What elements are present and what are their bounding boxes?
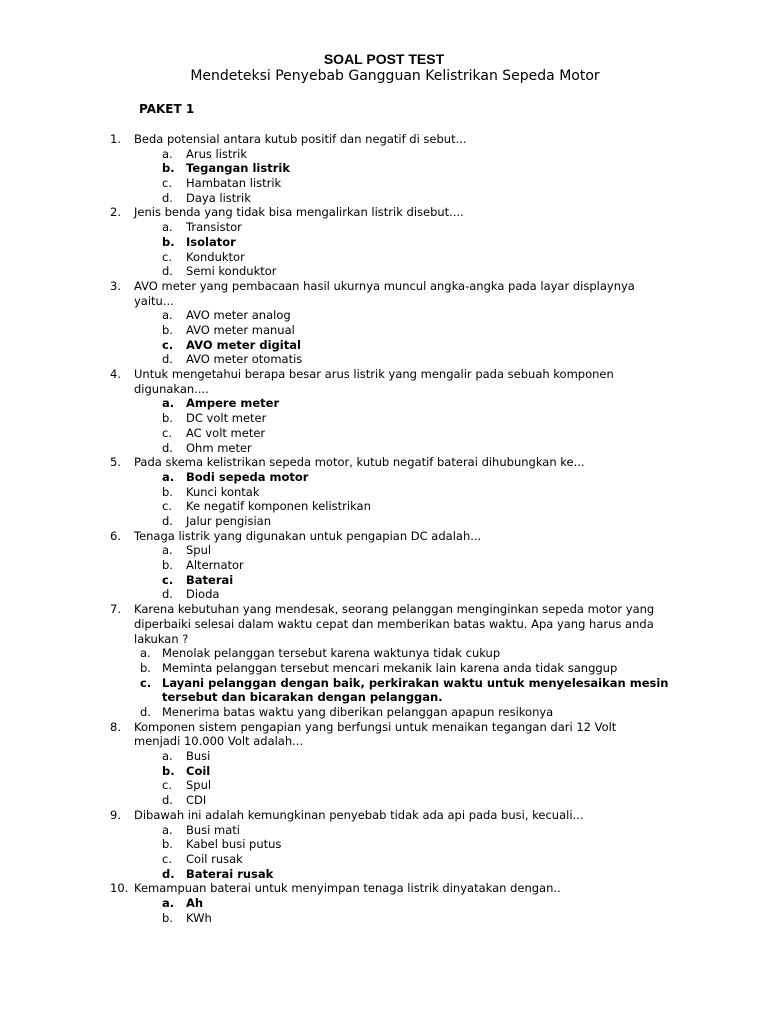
option-text: AVO meter manual <box>186 323 295 337</box>
answer-option <box>0 176 768 191</box>
question-item <box>0 367 768 455</box>
paket-label: PAKET 1 <box>139 102 195 116</box>
question-number: 6. <box>110 528 121 543</box>
option-letter: a. <box>140 646 151 661</box>
answer-option <box>0 396 768 411</box>
option-letter: d. <box>162 587 173 602</box>
option-text: Kabel busi putus <box>186 837 282 852</box>
answer-option <box>0 778 768 793</box>
question-list <box>0 132 768 925</box>
answer-option <box>0 470 768 485</box>
option-letter: c. <box>162 176 172 191</box>
question-item <box>0 279 768 367</box>
answer-option <box>0 705 768 720</box>
answer-option <box>0 852 768 867</box>
option-text: Spul <box>186 543 212 558</box>
answer-option <box>0 147 768 162</box>
answer-option <box>0 308 768 323</box>
question-item <box>0 881 768 925</box>
option-text: Tegangan listrik <box>186 161 290 176</box>
question-text: Kemampuan baterai untuk menyimpan tenaga listrik dinyatakan dengan.. <box>134 881 561 896</box>
option-letter: a. <box>162 896 175 911</box>
answer-option <box>0 543 768 558</box>
option-letter: c. <box>162 337 174 352</box>
answer-option <box>0 264 768 279</box>
option-text: Hambatan listrik <box>186 176 282 191</box>
option-text: Spul <box>186 778 212 793</box>
option-letter: a. <box>162 543 173 558</box>
answer-option <box>0 793 768 808</box>
option-text: Alternator <box>186 558 244 573</box>
option-text: Daya listrik <box>186 190 251 205</box>
option-letter: b. <box>162 323 173 337</box>
option-text: Transistor <box>186 220 242 235</box>
answer-option <box>0 352 768 367</box>
option-text: Semi konduktor <box>186 264 277 279</box>
question-item <box>0 720 768 808</box>
option-letter: c. <box>162 425 172 440</box>
option-text: Jalur pengisian <box>186 513 271 528</box>
option-letter: d. <box>162 352 173 367</box>
answer-option <box>0 338 768 353</box>
option-text: Kunci kontak <box>186 484 260 499</box>
answer-option <box>0 749 768 764</box>
answer-option <box>0 867 768 882</box>
option-text: Layani pelanggan dengan baik, perkirakan waktu untuk menyelesaikan mesin tersebut dan bicarakan dengan pelanggan. <box>162 675 669 705</box>
option-text: Dioda <box>186 587 220 602</box>
question-number: 4. <box>110 367 121 382</box>
option-text: Isolator <box>186 234 236 249</box>
option-text: Busi <box>186 749 211 764</box>
question-number: 10. <box>110 881 129 896</box>
option-text: Ohm meter <box>186 440 252 455</box>
answer-option <box>0 499 768 514</box>
question-number: 3. <box>110 278 121 293</box>
question-text: Jenis benda yang tidak bisa mengalirkan listrik disebut.... <box>134 205 464 220</box>
option-text: AVO meter digital <box>186 337 301 352</box>
option-letter: d. <box>162 793 173 808</box>
answer-option <box>0 823 768 838</box>
option-text: Menerima batas waktu yang diberikan pelanggan apapun resikonya <box>162 705 554 720</box>
option-letter: b. <box>162 558 173 573</box>
option-text: Ampere meter <box>186 396 280 411</box>
answer-option <box>0 837 768 852</box>
option-text: AVO meter analog <box>186 308 291 323</box>
option-text: Ah <box>186 896 204 911</box>
option-letter: c. <box>140 675 152 690</box>
option-letter: c. <box>162 499 172 514</box>
answer-option <box>0 220 768 235</box>
option-letter: b. <box>140 660 151 675</box>
answer-option <box>0 191 768 206</box>
question-item <box>0 132 768 205</box>
question-item <box>0 455 768 528</box>
option-letter: a. <box>162 220 173 235</box>
option-text: Coil rusak <box>186 851 243 866</box>
option-letter: a. <box>162 469 175 484</box>
option-letter: a. <box>162 822 173 837</box>
document-title: SOAL POST TEST <box>323 51 445 67</box>
answer-option <box>0 250 768 265</box>
answer-option <box>0 235 768 250</box>
option-text: Busi mati <box>186 822 240 837</box>
option-letter: b. <box>162 763 175 778</box>
option-letter: c. <box>162 249 172 264</box>
question-text: Pada skema kelistrikan sepeda motor, kutub negatif baterai dihubungkan ke... <box>134 455 585 470</box>
answer-option <box>0 426 768 441</box>
option-text: CDI <box>186 793 207 808</box>
question-number: 8. <box>110 719 121 734</box>
option-text: Bodi sepeda motor <box>186 469 309 484</box>
option-letter: d. <box>162 440 173 455</box>
option-letter: a. <box>162 146 173 161</box>
option-text: AVO meter otomatis <box>186 352 303 367</box>
option-letter: d. <box>162 513 173 528</box>
question-text: Dibawah ini adalah kemungkinan penyebab tidak ada api pada busi, kecuali... <box>134 807 584 822</box>
option-letter: a. <box>162 396 175 411</box>
option-text: DC volt meter <box>186 411 267 426</box>
question-item <box>0 205 768 278</box>
question-number: 1. <box>110 132 121 146</box>
option-letter: b. <box>162 837 173 852</box>
question-number: 9. <box>110 807 121 822</box>
answer-option <box>0 676 768 705</box>
option-text: Baterai rusak <box>186 866 274 881</box>
option-text: Menolak pelanggan tersebut karena waktunya tidak cukup <box>162 646 501 661</box>
answer-option <box>0 587 768 602</box>
question-item <box>0 529 768 602</box>
option-letter: c. <box>162 572 174 587</box>
option-letter: d. <box>140 705 151 720</box>
option-letter: c. <box>162 851 172 866</box>
option-text: Coil <box>186 763 211 778</box>
answer-option <box>0 441 768 456</box>
answer-option <box>0 764 768 779</box>
option-letter: d. <box>162 264 173 279</box>
question-number: 5. <box>110 455 121 470</box>
option-letter: a. <box>162 749 173 764</box>
option-text: Arus listrik <box>186 146 248 161</box>
option-text: Meminta pelanggan tersebut mencari mekanik lain karena anda tidak sanggup <box>162 660 618 675</box>
question-text: Untuk mengetahui berapa besar arus listrik yang mengalir pada sebuah komponen digunakan.... <box>134 367 614 396</box>
answer-option <box>0 911 768 926</box>
option-text: Konduktor <box>186 249 245 264</box>
question-text: Karena kebutuhan yang mendesak, seorang pelanggan menginginkan sepeda motor yang diperbaiki selesai dalam waktu cepat dan memberikan batas waktu. Apa yang harus anda lakukan ? <box>134 602 655 646</box>
answer-option <box>0 161 768 176</box>
document-subtitle: Mendeteksi Penyebab Gangguan Kelistrikan Sepeda Motor <box>190 68 600 84</box>
answer-option <box>0 573 768 588</box>
question-item <box>0 808 768 881</box>
answer-option <box>0 896 768 911</box>
answer-option <box>0 661 768 676</box>
option-letter: b. <box>162 234 175 249</box>
option-letter: b. <box>162 484 173 499</box>
option-letter: c. <box>162 778 172 793</box>
question-text: Tenaga listrik yang digunakan untuk pengapian DC adalah... <box>134 528 482 543</box>
option-letter: b. <box>162 910 173 925</box>
question-number: 7. <box>110 602 121 617</box>
answer-option <box>0 646 768 661</box>
question-text: AVO meter yang pembacaan hasil ukurnya muncul angka-angka pada layar displaynya yaitu... <box>134 278 635 308</box>
question-number: 2. <box>110 205 121 220</box>
question-item <box>0 602 768 720</box>
option-text: Baterai <box>186 572 234 587</box>
option-letter: a. <box>162 308 173 323</box>
option-letter: b. <box>162 161 175 176</box>
answer-option <box>0 558 768 573</box>
answer-option <box>0 411 768 426</box>
answer-option <box>0 485 768 500</box>
question-text: Komponen sistem pengapian yang berfungsi untuk menaikan tegangan dari 12 Volt menjadi 10.000 Volt adalah... <box>134 719 617 749</box>
answer-option <box>0 514 768 529</box>
option-letter: b. <box>162 411 173 426</box>
option-letter: d. <box>162 866 175 881</box>
option-text: Ke negatif komponen kelistrikan <box>186 499 371 514</box>
option-letter: d. <box>162 190 173 205</box>
answer-option <box>0 323 768 338</box>
question-text: Beda potensial antara kutub positif dan negatif di sebut... <box>134 132 467 146</box>
option-text: AC volt meter <box>186 425 266 440</box>
option-text: KWh <box>186 910 212 925</box>
